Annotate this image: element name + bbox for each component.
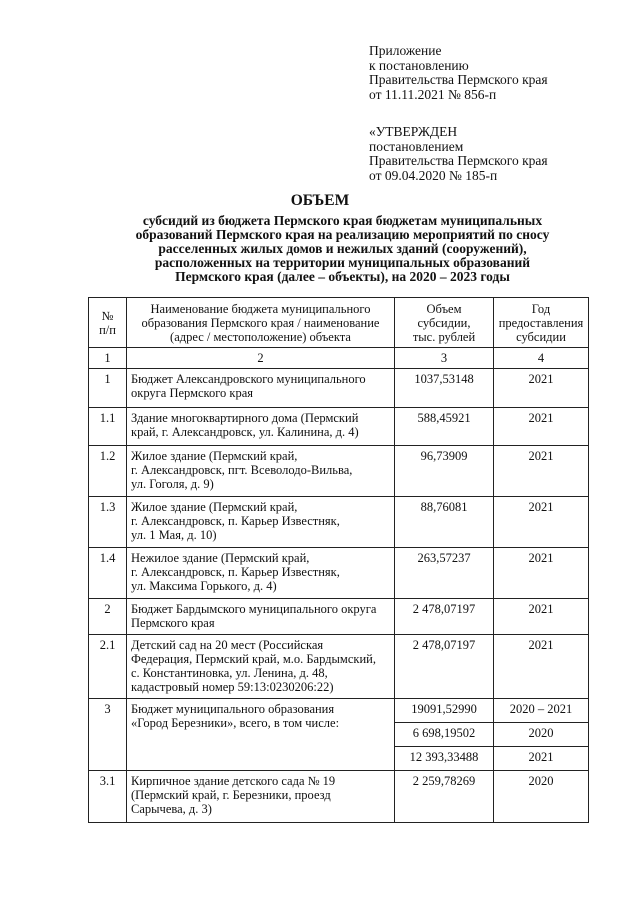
row-name: [127, 446, 395, 497]
row-name-line: Жилое здание (Пермский край,: [131, 500, 298, 514]
row-amount: 2 259,78269: [395, 771, 494, 823]
document-title: ОБЪЕМ: [290, 192, 350, 209]
header-text: образования Пермского края / наименование: [141, 315, 380, 330]
document-subtitle: [95, 214, 590, 284]
row-name-line: Жилое здание (Пермский край,: [131, 449, 298, 463]
row-name-line: г. Александровск, п. Карьер Известняк,: [131, 514, 340, 528]
column-number: 2: [127, 348, 395, 369]
row-name-line: округа Пермского края: [131, 386, 254, 400]
row-name-line: Бюджет Бардымского муниципального округа: [131, 602, 377, 616]
row-number: 1.3: [89, 497, 127, 548]
header-text: субсидии: [516, 329, 566, 344]
approval-line: «УТВЕРЖДЕН: [369, 124, 458, 139]
row-year: 2020 – 2021: [494, 699, 589, 723]
column-number: 1: [89, 348, 127, 369]
row-name-line: Бюджет Александровского муниципального: [131, 372, 366, 386]
row-name-line: с. Константиновка, ул. Ленина, д. 48,: [131, 666, 328, 680]
row-year: 2021: [494, 369, 589, 408]
row-name: [127, 635, 395, 699]
row-amount: 12 393,33488: [395, 747, 494, 771]
column-number: 4: [494, 348, 589, 369]
subtitle-line: образований Пермского края на реализацию мероприятий по сносу: [135, 227, 550, 242]
row-year: 2021: [494, 747, 589, 771]
row-name-line: кадастровый номер 59:13:0230206:22): [131, 680, 334, 694]
header-text: тыс. рублей: [412, 329, 476, 344]
row-name: [127, 771, 395, 823]
appendix-line: Правительства Пермского края: [369, 72, 548, 87]
row-year: 2021: [494, 599, 589, 635]
row-name: [127, 548, 395, 599]
row-name-line: (Пермский край, г. Березники, проезд: [131, 788, 331, 802]
row-number: 1: [89, 369, 127, 408]
table-header-row: [89, 298, 589, 348]
table-row: [89, 548, 589, 599]
table-row: [89, 497, 589, 548]
row-number: 1.2: [89, 446, 127, 497]
table-row: [89, 408, 589, 446]
row-number: 2: [89, 599, 127, 635]
header-text: Объем: [426, 301, 462, 316]
row-name-line: Бюджет муниципального образования: [131, 702, 335, 716]
row-name: [127, 699, 395, 771]
row-name-line: «Город Березники», всего, в том числе:: [131, 716, 340, 730]
subsidy-table: [88, 297, 589, 823]
approval-line: от 09.04.2020 № 185-п: [369, 167, 498, 183]
row-name-line: Сарычева, д. 3): [131, 802, 212, 816]
row-number: 1.1: [89, 408, 127, 446]
table-row: [89, 369, 589, 408]
table-row: [89, 771, 589, 823]
header-text: субсидии,: [417, 315, 471, 330]
header-text: Наименование бюджета муниципального: [150, 301, 371, 316]
row-year: 2020: [494, 771, 589, 823]
row-year: 2021: [494, 497, 589, 548]
row-amount: 1037,53148: [395, 369, 494, 408]
header-name: [127, 298, 395, 348]
row-name-line: г. Александровск, пгт. Всеволодо-Вильва,: [131, 463, 353, 477]
row-amount: 6 698,19502: [395, 723, 494, 747]
row-year: 2021: [494, 446, 589, 497]
column-number: 3: [395, 348, 494, 369]
row-name-line: край, г. Александровск, ул. Калинина, д. 4): [131, 425, 359, 439]
header-year: [494, 298, 589, 348]
header-text: п/п: [99, 322, 116, 337]
appendix-line: Приложение: [369, 43, 442, 58]
row-name-line: ул. Гоголя, д. 9): [131, 477, 214, 491]
table-row: [89, 446, 589, 497]
appendix-block: [369, 44, 548, 102]
row-year: 2020: [494, 723, 589, 747]
row-number: 2.1: [89, 635, 127, 699]
row-amount: 2 478,07197: [395, 599, 494, 635]
header-text: (адрес / местоположение) объекта: [170, 329, 351, 344]
row-amount: 588,45921: [395, 408, 494, 446]
subtitle-line: Пермского края (далее – объекты), на 2020 – 2023 годы: [175, 269, 510, 284]
approval-block: [369, 125, 548, 183]
table-row: [89, 699, 589, 723]
header-text: Год: [531, 301, 551, 316]
row-name: [127, 497, 395, 548]
row-amount: 263,57237: [395, 548, 494, 599]
approval-line: Правительства Пермского края: [369, 153, 548, 168]
row-name: [127, 408, 395, 446]
row-year: 2021: [494, 635, 589, 699]
row-number: 3.1: [89, 771, 127, 823]
row-amount: 2 478,07197: [395, 635, 494, 699]
appendix-line: от 11.11.2021 № 856-п: [369, 86, 497, 102]
row-name-line: Здание многоквартирного дома (Пермский: [131, 411, 359, 425]
row-name-line: Пермского края: [131, 616, 215, 630]
row-name: [127, 599, 395, 635]
row-name-line: Нежилое здание (Пермский край,: [131, 551, 310, 565]
row-name-line: ул. Максима Горького, д. 4): [131, 579, 277, 593]
row-year: 2021: [494, 408, 589, 446]
subtitle-line: расселенных жилых домов и нежилых зданий (сооружений),: [158, 241, 527, 256]
header-number: [89, 298, 127, 348]
row-year: 2021: [494, 548, 589, 599]
row-name: [127, 369, 395, 408]
header-amount: [395, 298, 494, 348]
subtitle-line: субсидий из бюджета Пермского края бюджетам муниципальных: [142, 213, 543, 228]
subtitle-line: расположенных на территории муниципальных образований: [154, 255, 531, 270]
row-amount: 96,73909: [395, 446, 494, 497]
row-number: 1.4: [89, 548, 127, 599]
appendix-line: к постановлению: [369, 57, 469, 73]
table-row: [89, 635, 589, 699]
header-text: №: [101, 308, 114, 323]
row-name-line: Кирпичное здание детского сада № 19: [131, 774, 336, 788]
row-name-line: г. Александровск, п. Карьер Известняк,: [131, 565, 340, 579]
table-row: [89, 599, 589, 635]
column-number-row: [89, 348, 589, 369]
row-number: 3: [89, 699, 127, 771]
row-name-line: Федерация, Пермский край, м.о. Бардымский,: [131, 652, 376, 666]
row-name-line: ул. 1 Мая, д. 10): [131, 528, 217, 542]
row-name-line: Детский сад на 20 мест (Российская: [131, 638, 324, 652]
header-text: предоставления: [498, 315, 584, 330]
row-amount: 19091,52990: [395, 699, 494, 723]
row-amount: 88,76081: [395, 497, 494, 548]
approval-line: постановлением: [369, 138, 464, 154]
